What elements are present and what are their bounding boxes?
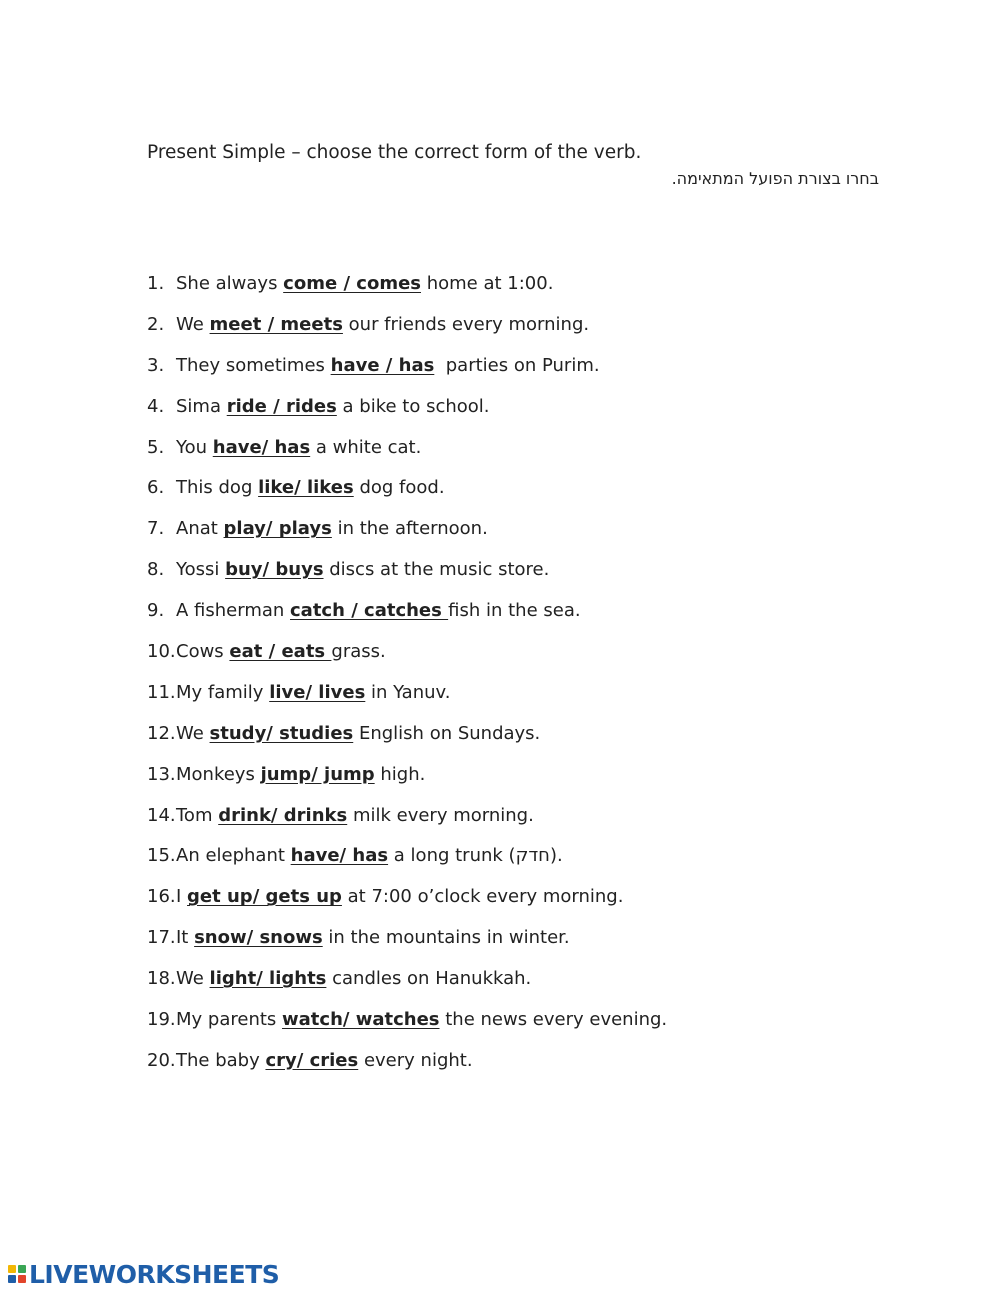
sentence xyxy=(176,679,451,707)
verb-choice[interactable]: watch/ watches xyxy=(282,1009,440,1031)
sentence xyxy=(176,434,421,462)
exercise-item xyxy=(147,802,907,843)
exercise-item xyxy=(147,515,907,556)
sentence-end: home at 1:00. xyxy=(421,273,554,294)
exercise-item xyxy=(147,924,907,965)
sentence-end: high. xyxy=(374,763,426,785)
verb-choice[interactable]: drink/ drinks xyxy=(218,804,348,826)
sentence xyxy=(176,515,488,543)
sentence-start: Yossi xyxy=(176,559,226,581)
sentence-start: She always xyxy=(176,273,284,294)
verb-choice[interactable]: come / comes xyxy=(283,273,421,294)
sentence-end: in Yanuv. xyxy=(365,681,451,703)
item-number: 18. xyxy=(147,968,176,990)
exercise-item xyxy=(147,842,907,883)
sentence-end: fish in the sea. xyxy=(448,600,581,622)
sentence-end: milk every morning. xyxy=(347,804,534,826)
sentence-start: Monkeys xyxy=(176,763,261,785)
exercise-item xyxy=(147,883,907,924)
sentence-end: a bike to school. xyxy=(336,395,490,417)
sentence xyxy=(176,924,570,952)
sentence-start: My family xyxy=(176,681,270,703)
exercise-item xyxy=(147,638,907,679)
sentence xyxy=(176,720,540,748)
exercise-item xyxy=(147,393,907,434)
sentence-start: An elephant xyxy=(176,845,291,867)
exercise-item xyxy=(147,311,907,352)
item-number: 15. xyxy=(147,845,176,867)
item-number: 5. xyxy=(147,436,165,458)
worksheet-subtitle-hebrew: בחרו בצורת הפועל המתאימה. xyxy=(671,169,879,188)
sentence xyxy=(176,352,600,380)
sentence-start: Anat xyxy=(176,518,224,540)
sentence xyxy=(176,311,589,339)
exercise-item xyxy=(147,1047,907,1088)
item-number: 14. xyxy=(147,804,176,826)
exercise-item xyxy=(147,597,907,638)
logo-text: LIVEWORKSHEETS xyxy=(29,1259,280,1289)
sentence-end: discs at the music store. xyxy=(323,559,550,581)
exercise-item xyxy=(147,434,907,475)
sentence-end: dog food. xyxy=(353,477,445,499)
verb-choice[interactable]: cry/ cries xyxy=(265,1049,359,1071)
sentence xyxy=(176,638,386,666)
sentence-end: a long trunk (חדק). xyxy=(388,845,563,867)
sentence-end: candles on Hanukkah. xyxy=(326,968,532,990)
item-number: 16. xyxy=(147,886,176,908)
sentence-end: at 7:00 o’clock every morning. xyxy=(341,886,624,908)
sentence xyxy=(176,393,490,421)
verb-choice[interactable]: eat / eats xyxy=(229,641,332,663)
sentence-end: in the mountains in winter. xyxy=(322,927,570,949)
item-number: 13. xyxy=(147,763,176,785)
sentence-end: our friends every morning. xyxy=(342,313,590,335)
sentence-start: We xyxy=(176,968,210,990)
exercise-item xyxy=(147,1006,907,1047)
sentence-end: a white cat. xyxy=(310,436,422,458)
item-number: 10. xyxy=(147,641,176,663)
verb-choice[interactable]: jump/ jump xyxy=(260,763,375,785)
sentence xyxy=(176,474,445,502)
logo-icon xyxy=(8,1265,26,1283)
sentence-start: Tom xyxy=(176,804,219,826)
sentence-end: every night. xyxy=(358,1049,473,1071)
sentence-start: We xyxy=(176,313,210,335)
sentence-start: We xyxy=(176,722,210,744)
item-number: 11. xyxy=(147,681,176,703)
verb-choice[interactable]: meet / meets xyxy=(209,313,343,335)
verb-choice[interactable]: play/ plays xyxy=(223,518,332,540)
sentence-start: My parents xyxy=(176,1009,283,1031)
worksheet-title: Present Simple – choose the correct form of the verb. xyxy=(147,142,642,163)
sentence-end: English on Sundays. xyxy=(353,722,541,744)
exercise-list xyxy=(147,270,907,1088)
sentence xyxy=(176,597,581,625)
sentence-end: the news every evening. xyxy=(439,1009,668,1031)
exercise-item xyxy=(147,474,907,515)
verb-choice[interactable]: ride / rides xyxy=(226,395,337,417)
item-number: 19. xyxy=(147,1009,176,1031)
sentence-end: parties on Purim. xyxy=(434,354,600,376)
exercise-item xyxy=(147,270,907,311)
exercise-item xyxy=(147,761,907,802)
item-number: 20. xyxy=(147,1049,176,1071)
exercise-item xyxy=(147,556,907,597)
sentence-start: This dog xyxy=(176,477,259,499)
item-number: 1. xyxy=(147,273,165,294)
sentence xyxy=(176,802,534,830)
item-number: 3. xyxy=(147,354,165,376)
sentence xyxy=(176,1047,473,1075)
verb-choice[interactable]: like/ likes xyxy=(258,477,354,499)
sentence xyxy=(176,883,623,911)
item-number: 6. xyxy=(147,477,165,499)
verb-choice[interactable]: get up/ gets up xyxy=(187,886,342,908)
sentence xyxy=(176,761,425,789)
item-number: 8. xyxy=(147,559,165,581)
sentence-start: A fisherman xyxy=(176,600,291,622)
verb-choice[interactable]: live/ lives xyxy=(269,681,366,703)
verb-choice[interactable]: have / has xyxy=(330,354,435,376)
verb-choice[interactable]: snow/ snows xyxy=(194,927,323,949)
sentence-start: Cows xyxy=(176,641,230,663)
item-number: 12. xyxy=(147,722,176,744)
exercise-item xyxy=(147,720,907,761)
item-number: 4. xyxy=(147,395,165,417)
verb-choice[interactable]: buy/ buys xyxy=(225,559,324,581)
liveworksheets-logo[interactable] xyxy=(8,1259,279,1289)
sentence xyxy=(176,556,549,584)
sentence-end: grass. xyxy=(331,641,386,663)
sentence xyxy=(176,1006,667,1034)
verb-choice[interactable]: catch / catches xyxy=(290,600,449,622)
item-number: 7. xyxy=(147,518,165,540)
sentence-start: The baby xyxy=(176,1049,266,1071)
sentence xyxy=(176,270,553,298)
item-number: 2. xyxy=(147,313,165,335)
sentence-start: They sometimes xyxy=(176,354,331,376)
sentence-start: You xyxy=(176,436,213,458)
verb-choice[interactable]: study/ studies xyxy=(209,722,354,744)
verb-choice[interactable]: have/ has xyxy=(290,845,389,867)
sentence-start: Sima xyxy=(176,395,227,417)
exercise-item xyxy=(147,965,907,1006)
sentence-end: in the afternoon. xyxy=(331,518,488,540)
item-number: 9. xyxy=(147,600,165,622)
exercise-item xyxy=(147,679,907,720)
sentence xyxy=(176,965,531,993)
sentence-start: It xyxy=(176,927,195,949)
verb-choice[interactable]: light/ lights xyxy=(209,968,327,990)
exercise-item xyxy=(147,352,907,393)
sentence xyxy=(176,842,563,870)
item-number: 17. xyxy=(147,927,176,949)
verb-choice[interactable]: have/ has xyxy=(212,436,311,458)
sentence-start: I xyxy=(176,886,188,908)
